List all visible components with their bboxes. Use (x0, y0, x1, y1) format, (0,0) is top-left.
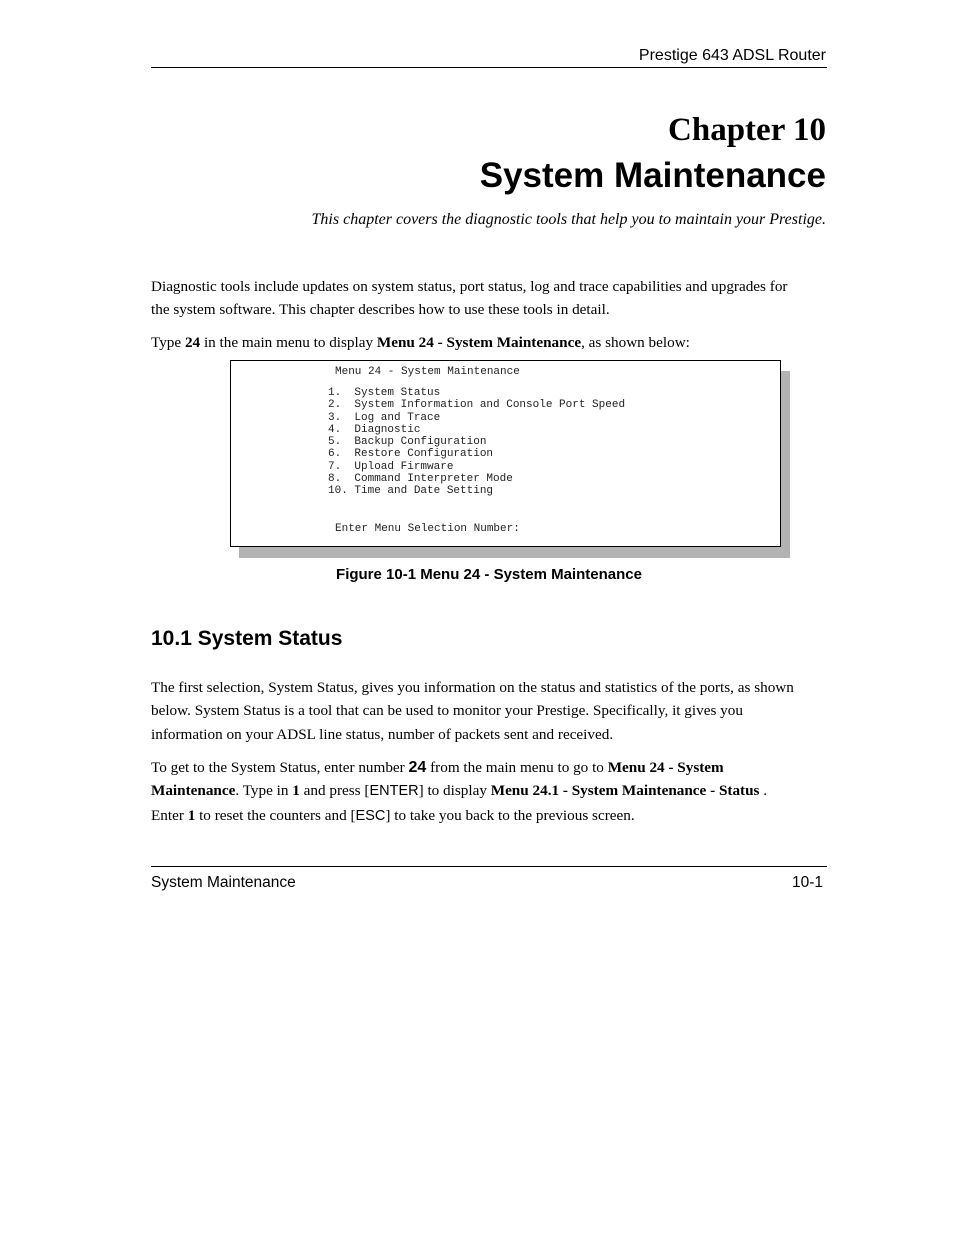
footer-chapter-name: System Maintenance (151, 874, 296, 891)
chapter-intro: This chapter covers the diagnostic tools that help you to maintain your Prestige. (311, 211, 826, 228)
key-name: ENTER (369, 783, 419, 800)
figure-caption: Figure 10-1 Menu 24 - System Maintenance (336, 566, 642, 583)
section-heading: 10.1 System Status (151, 627, 343, 650)
paragraph-system-status (151, 676, 831, 746)
bold-run: 24 (184, 334, 201, 351)
text-run: ] to display (418, 782, 491, 800)
paragraph-line (151, 804, 831, 828)
bold-run: Menu 24 - System Maintenance (376, 334, 582, 351)
bold-run: 1 (292, 782, 300, 800)
text-run: , as shown below: (581, 334, 690, 351)
bold-run: Menu 24.1 - System Maintenance - Status (490, 782, 760, 800)
paragraph-line (151, 779, 831, 803)
bold-run: Menu 24 - System (607, 759, 724, 776)
terminal-menu-list (328, 387, 625, 498)
key-name: ESC (355, 807, 386, 824)
terminal-menu-item: 1. System Status (328, 387, 441, 399)
text-run: Enter (151, 806, 188, 824)
paragraph-how-to-status (151, 756, 831, 828)
terminal-title: Menu 24 - System Maintenance (335, 366, 520, 378)
terminal-prompt: Enter Menu Selection Number: (335, 523, 520, 535)
header-rule (151, 67, 827, 68)
bold-run: 1 (187, 806, 196, 824)
text-run: . Type in (235, 782, 293, 800)
terminal-menu-item: 10. Time and Date Setting (328, 485, 494, 498)
text-run: . (759, 782, 768, 800)
bold-run: 24 (408, 759, 427, 776)
paragraph-line: The first selection, System Status, gives you information on the status and statistics of the ports, as shown (151, 679, 794, 696)
text-run: from the main menu to go to (426, 759, 608, 776)
terminal-menu-item: 2. System Information and Console Port Speed (328, 399, 626, 412)
running-header: Prestige 643 ADSL Router (638, 47, 826, 64)
chapter-title: System Maintenance (479, 156, 826, 195)
terminal-menu-item: 7. Upload Firmware (328, 460, 454, 473)
text-run: and press [ (299, 782, 370, 800)
footer-rule (151, 866, 827, 867)
paragraph-diagnostic-intro (151, 275, 831, 322)
text-run: to reset the counters and [ (195, 806, 356, 824)
text-run: ] to take you back to the previous screen. (385, 806, 635, 824)
chapter-number: Chapter 10 (668, 112, 826, 148)
terminal-menu-item: 6. Restore Configuration (328, 448, 494, 461)
text-run: To get to the System Status, enter number (151, 759, 409, 776)
paragraph-line: Diagnostic tools include updates on system status, port status, log and trace capabilities and upgrades for (151, 278, 788, 295)
page-number: 10-1 (791, 874, 823, 891)
terminal-menu-item: 3. Log and Trace (328, 411, 441, 424)
paragraph-line (151, 756, 831, 779)
paragraph-line: below. System Status is a tool that can be used to monitor your Prestige. Specifically, it gives you (151, 702, 743, 720)
terminal-menu-item: 8. Command Interpreter Mode (328, 473, 513, 486)
text-run: in the main menu to display (200, 334, 377, 351)
paragraph-type-24 (151, 331, 831, 354)
text-run: Type (151, 334, 185, 351)
bold-run: Maintenance (151, 782, 236, 800)
terminal-menu-item: 4. Diagnostic (328, 423, 421, 436)
terminal-menu-item: 5. Backup Configuration (328, 436, 487, 449)
terminal-screen (230, 360, 781, 547)
paragraph-line: information on your ADSL line status, number of packets sent and received. (151, 725, 614, 743)
paragraph-line: the system software. This chapter describes how to use these tools in detail. (151, 301, 610, 319)
